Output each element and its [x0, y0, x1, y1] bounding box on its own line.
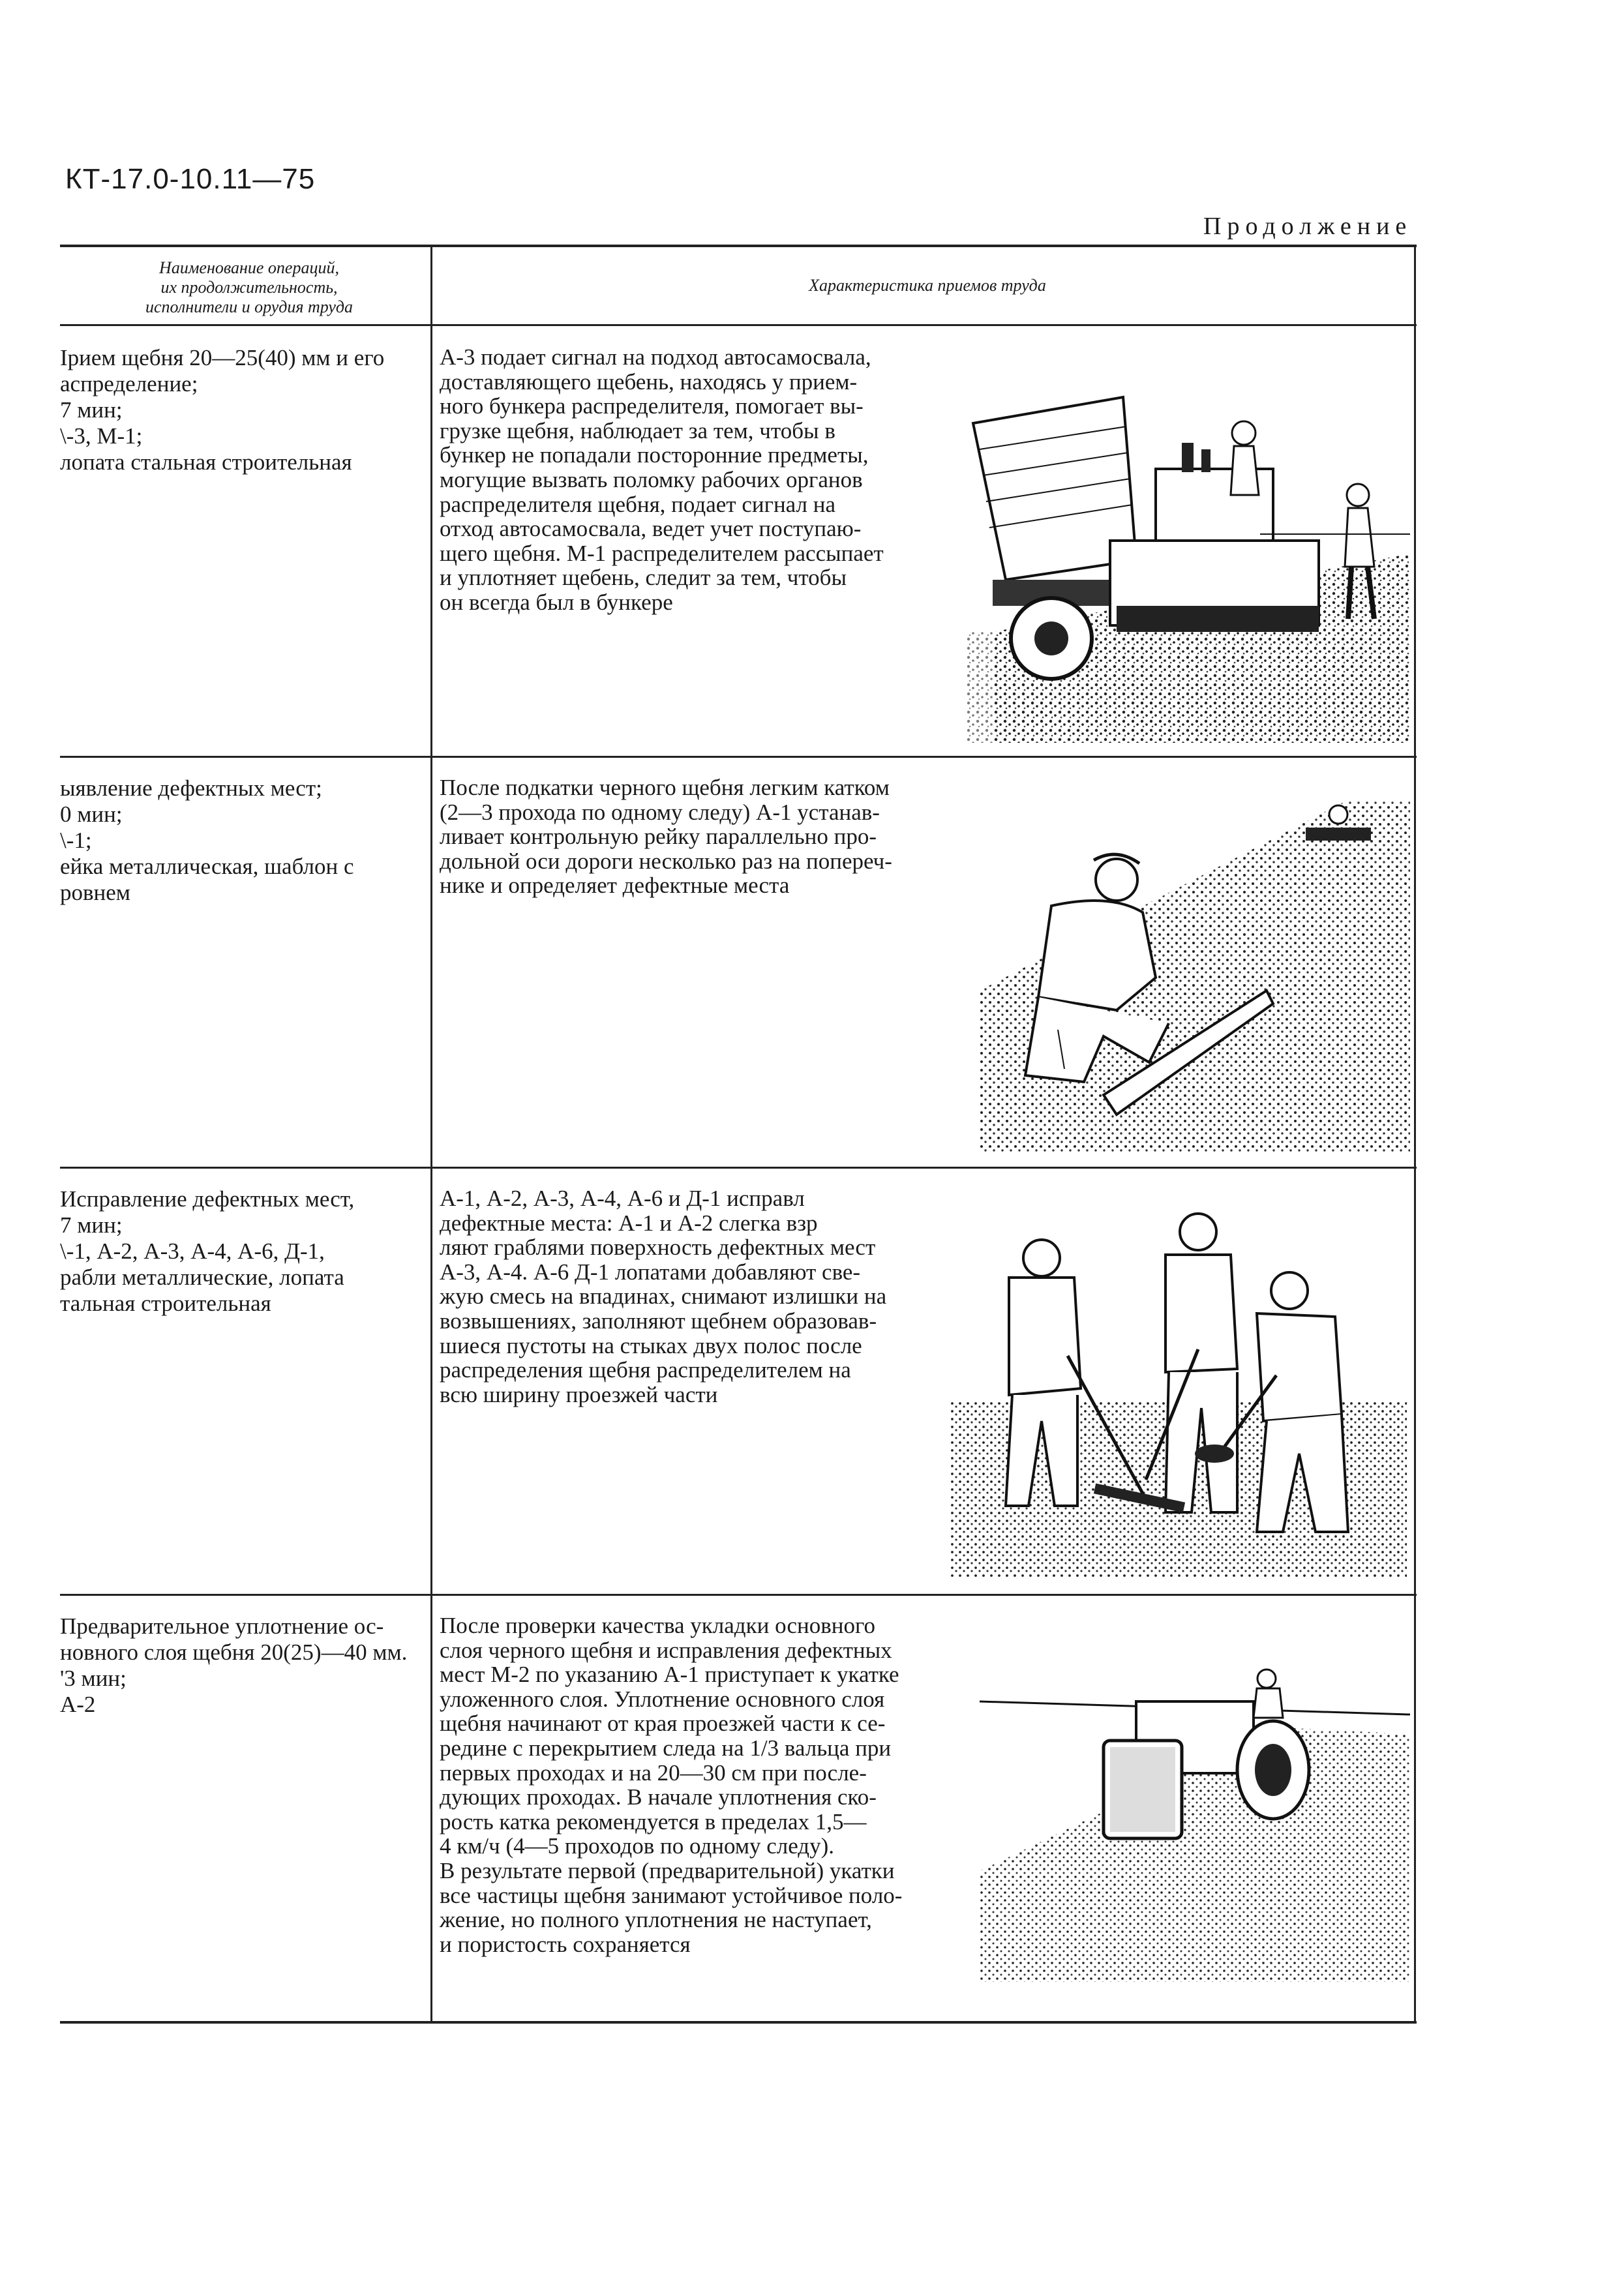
- cell-line: лопата стальная строительная: [60, 449, 352, 475]
- header-line: исполнители и орудия труда: [145, 297, 353, 316]
- cell-line: мест М-2 по указанию А-1 приступает к укатке: [440, 1662, 899, 1688]
- cell-line: После проверки качества укладки основного: [440, 1613, 875, 1638]
- table-right-border: [1414, 247, 1416, 2021]
- cell-line: распределителя щебня, подает сигнал на: [440, 491, 835, 517]
- cell-line: рость катка рекомендуется в пределах 1,5—: [440, 1808, 867, 1834]
- workers-raking-illustration: [950, 1206, 1407, 1578]
- row-divider: [60, 756, 1417, 758]
- cell-line: ляют граблями поверхность дефектных мест: [440, 1235, 876, 1261]
- truck-and-spreader-illustration: [967, 345, 1410, 743]
- cell-line: ного бункера распределителя, помогает вы-: [440, 393, 864, 419]
- cell-line: Исправление дефектных мест,: [60, 1186, 355, 1212]
- cell-line: 7 мин;: [60, 1212, 123, 1238]
- cell-line: Предварительное уплотнение ос-: [60, 1613, 384, 1639]
- row2-right: [440, 775, 958, 898]
- cell-line: '3 мин;: [60, 1666, 127, 1691]
- cell-line: А-3, А-4. А-6 Д-1 лопатами добавляют све-: [440, 1259, 861, 1285]
- cell-line: бункер не попадали посторонние предметы,: [440, 442, 869, 468]
- row3-left: [60, 1186, 429, 1317]
- cell-line: жение, но полного уплотнения не наступает,: [440, 1907, 872, 1933]
- cell-line: (2—3 прохода по одному следу) А-1 устанав-: [440, 799, 880, 825]
- continuation-label: Продолжение: [1203, 213, 1413, 240]
- cell-line: 4 км/ч (4—5 проходов по одному следу).: [440, 1833, 835, 1859]
- col2-header: Характеристика приемов труда: [809, 276, 1046, 295]
- column-divider: [430, 247, 432, 2021]
- row3-right: [440, 1186, 958, 1407]
- cell-line: \-1, А-2, А-3, А-4, А-6, Д-1,: [60, 1238, 325, 1264]
- cell-line: ровнем: [60, 880, 130, 905]
- cell-line: все частицы щебня занимают устойчивое поло-: [440, 1882, 903, 1908]
- cell-line: доставляющего щебень, находясь у прием-: [440, 368, 858, 395]
- cell-line: В результате первой (предварительной) укатки: [440, 1857, 895, 1883]
- header-line: их продолжительность,: [160, 278, 338, 297]
- cell-line: А-3 подает сигнал на подход автосамосвала,: [440, 344, 871, 370]
- col1-header: [80, 258, 419, 317]
- row1-right: [440, 345, 958, 615]
- cell-line: щебня начинают от края проезжей части к се-: [440, 1711, 886, 1737]
- cell-line: новного слоя щебня 20(25)—40 мм.: [60, 1640, 408, 1665]
- document-code: КТ-17.0-10.11—75: [65, 163, 316, 195]
- cell-line: нике и определяет дефектные места: [440, 873, 790, 899]
- cell-line: всю ширину проезжей части: [440, 1381, 718, 1407]
- cell-line: могущие вызвать поломку рабочих органов: [440, 466, 863, 492]
- header-divider: [60, 324, 1417, 326]
- row4-left: [60, 1613, 429, 1718]
- road-roller-illustration: [980, 1656, 1410, 1982]
- cell-line: Ірием щебня 20—25(40) мм и его: [60, 345, 385, 370]
- cell-line: \-1;: [60, 828, 92, 853]
- cell-line: жую смесь на впадинах, снимают излишки на: [440, 1283, 887, 1310]
- row1-left: [60, 345, 429, 475]
- cell-line: редине с перекрытием следа на 1/3 вальца при: [440, 1735, 892, 1761]
- cell-line: 7 мин;: [60, 397, 123, 423]
- cell-line: ейка металлическая, шаблон с: [60, 854, 354, 879]
- cell-line: аспределение;: [60, 371, 198, 397]
- cell-line: отход автосамосвала, ведет учет поступаю-: [440, 516, 862, 542]
- cell-line: А-1, А-2, А-3, А-4, А-6 и Д-1 исправл: [440, 1186, 805, 1211]
- cell-line: ыявление дефектных мест;: [60, 775, 322, 801]
- row-divider: [60, 1167, 1417, 1169]
- row-divider: [60, 1594, 1417, 1596]
- cell-line: уложенного слоя. Уплотнение основного слоя: [440, 1686, 885, 1712]
- worker-checking-rail-illustration: [980, 788, 1410, 1154]
- cell-line: дующих проходах. В начале уплотнения ско-: [440, 1784, 877, 1810]
- cell-line: распределения щебня распределителем на: [440, 1357, 851, 1383]
- cell-line: первых проходах и на 20—30 см при после-: [440, 1759, 867, 1786]
- operations-table: [60, 245, 1417, 2024]
- cell-line: дольной оси дороги несколько раз на попереч-: [440, 848, 892, 874]
- row2-left: [60, 775, 429, 906]
- cell-line: После подкатки черного щебня легким катком: [440, 775, 890, 800]
- row4-right: [440, 1613, 958, 1956]
- cell-line: возвышениях, заполняют щебнем образовав-: [440, 1308, 877, 1334]
- cell-line: грузке щебня, наблюдает за тем, чтобы в: [440, 417, 835, 443]
- cell-line: А-2: [60, 1692, 96, 1717]
- cell-line: ливает контрольную рейку параллельно про-: [440, 824, 877, 850]
- cell-line: тальная строительная: [60, 1291, 271, 1316]
- cell-line: дефектные места: А-1 и А-2 слегка взр: [440, 1210, 818, 1236]
- cell-line: 0 мин;: [60, 801, 123, 827]
- cell-line: щего щебня. М-1 распределителем рассыпает: [440, 540, 884, 566]
- cell-line: и пористость сохраняется: [440, 1931, 691, 1957]
- cell-line: он всегда был в бункере: [440, 589, 673, 615]
- cell-line: и уплотняет щебень, следит за тем, чтобы: [440, 565, 847, 591]
- cell-line: слоя черного щебня и исправления дефектных: [440, 1637, 892, 1663]
- cell-line: \-3, М-1;: [60, 423, 143, 449]
- cell-line: шиеся пустоты на стыках двух полос после: [440, 1332, 862, 1358]
- header-line: Наименование операций,: [159, 258, 339, 277]
- cell-line: рабли металлические, лопата: [60, 1265, 344, 1290]
